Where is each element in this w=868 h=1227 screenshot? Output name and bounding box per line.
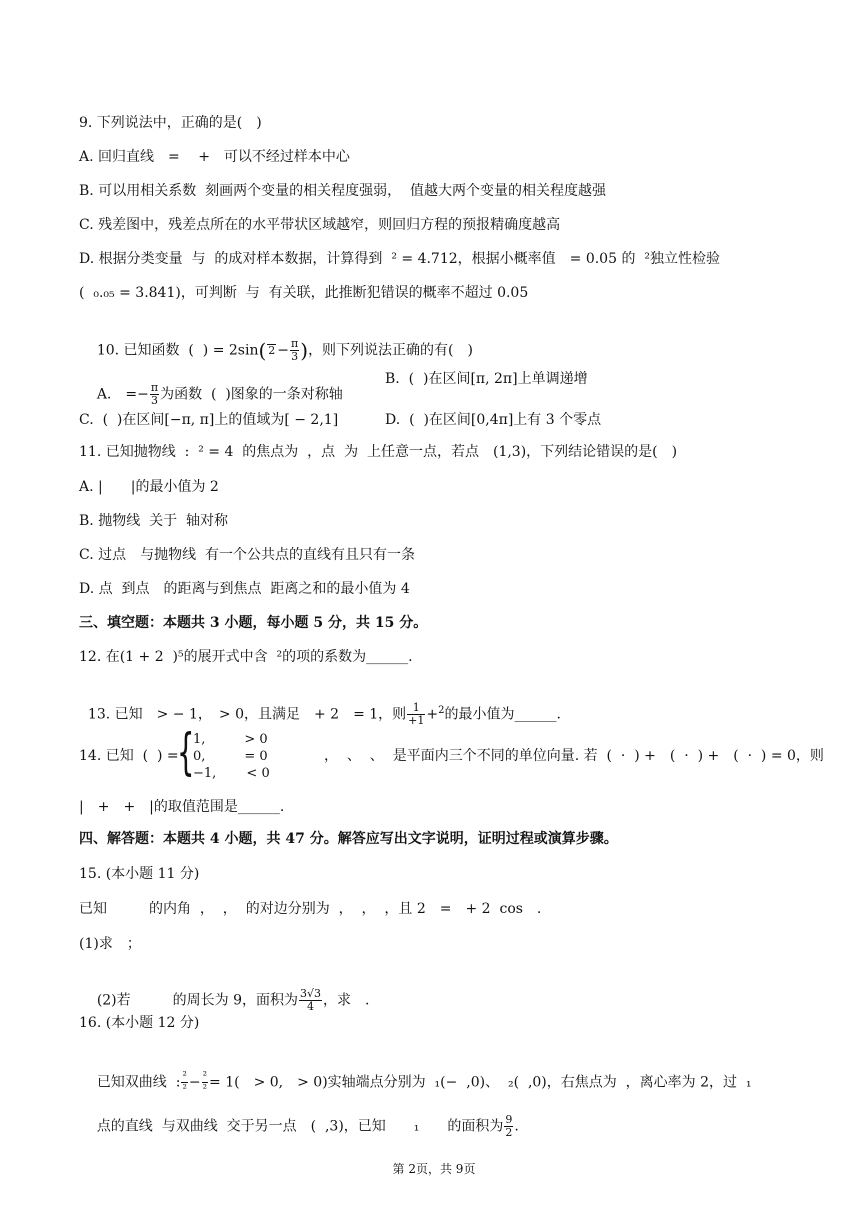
q10-option-a: A. =− $\frac{\pi}{3}$ 为函数 ( )图象的一条对称轴	[96, 381, 343, 407]
q11-option-a: A. | |的最小值为 2	[79, 479, 219, 495]
q10-stem: 10. 已知函数 ( ) = 2sin( 2 − $\frac{\pi}{3}$ )，则下列说法正确的有( )	[96, 337, 473, 363]
page-footer: 第 2页，共 9页	[392, 1162, 476, 1176]
q11-option-d: D. 点 到点 的距离与到焦点 距离之和的最小值为 4	[79, 581, 410, 597]
q15-part1: (1)求 ；	[79, 936, 141, 952]
q16-line1: 已知双曲线 : $\frac{\text{²}}{\text{²}}$ − $\frac{\text{²}}{\text{²}}$ = 1( > 0, > 0)实轴端点分别为 ₁(− ,0)、 ₂( ,0)，右焦点为 ，离心率为 2，过 ₁	[96, 1069, 752, 1095]
q16-head: 16. (本小题 12 分)	[79, 1015, 200, 1031]
q9-option-d-line1: D. 根据分类变量 与 的成对样本数据，计算得到 ² = 4.712，根据小概率值 = 0.05 的 ²独立性检验	[79, 251, 720, 267]
q10-frac2: $\frac{\pi}{3}$	[291, 337, 299, 363]
q9-option-c: C. 残差图中，残差点所在的水平带状区域越窄，则回归方程的预报精确度越高	[79, 217, 561, 233]
q14-case-1: 1, > 0	[193, 732, 268, 747]
q11-option-b: B. 抛物线 关于 轴对称	[79, 513, 228, 529]
question-12: 12. 在(1 + 2 )⁵的展开式中含 ²的项的系数为______.	[79, 649, 413, 665]
q15-head: 15. (本小题 11 分)	[79, 866, 200, 882]
q9-option-b: B. 可以用相关系数 刻画两个变量的相关程度强弱， 值越大两个变量的相关程度越强	[79, 183, 606, 199]
q15-part2: (2)若 的周长为 9，面积为 $\frac{3√3}{4}$ ，求 .	[96, 987, 370, 1013]
q10-option-c: C. ( )在区间[−π, π]上的值域为[ − 2,1]	[79, 412, 339, 428]
section-3-heading: 三、填空题：本题共 3 小题，每小题 5 分，共 15 分。	[79, 615, 428, 631]
q9-stem: 9. 下列说法中，正确的是( )	[79, 115, 262, 131]
q11-option-c: C. 过点 与抛物线 有一个公共点的直线有且只有一条	[79, 547, 416, 563]
q15-stem: 已知 的内角 ， ， 的对边分别为 ， ， ，且 2 = + 2 cos .	[79, 901, 542, 917]
q9-option-a: A. 回归直线 = + 可以不经过样本中心	[79, 149, 350, 165]
q14-case-2: 0, = 0	[193, 749, 268, 764]
q10-frac1: 2	[268, 344, 276, 357]
q14-label: 14. 已知 ( ) =	[79, 748, 179, 764]
q10-option-d: D. ( )在区间[0,4π]上有 3 个零点	[385, 412, 602, 428]
q9-option-d-line2: ( ₀.₀₅ = 3.841)，可判断 与 有关联，此推断犯错误的概率不超过 0.05	[79, 285, 529, 301]
q14-line2: | + + |的取值范围是______.	[79, 799, 285, 815]
brace-icon: {	[177, 723, 195, 781]
q16-line2: 点的直线 与双曲线 交于另一点 ( ,3)，已知 ₁ 的面积为 $\frac{9}{2}$ .	[96, 1113, 519, 1139]
q10-option-b: B. ( )在区间[π, 2π]上单调递增	[385, 371, 588, 387]
question-13: 13. 已知 > − 1， > 0，且满足 + 2 = 1，则 $\frac{1}{+1}$ +$^2$的最小值为______.	[87, 701, 561, 728]
q14-case-3: −1, < 0	[193, 766, 270, 781]
q11-stem: 11. 已知抛物线 : ² = 4 的焦点为 ，点 为 上任意一点，若点 (1,3)，下列结论错误的是( )	[79, 444, 678, 460]
q14-rest: ， 、 、 是平面内三个不同的单位向量. 若 ( · ) + ( · ) + ( · ) = 0，则	[324, 748, 824, 764]
section-4-heading: 四、解答题：本题共 4 小题，共 47 分。解答应写出文字说明，证明过程或演算步骤。	[79, 831, 618, 847]
